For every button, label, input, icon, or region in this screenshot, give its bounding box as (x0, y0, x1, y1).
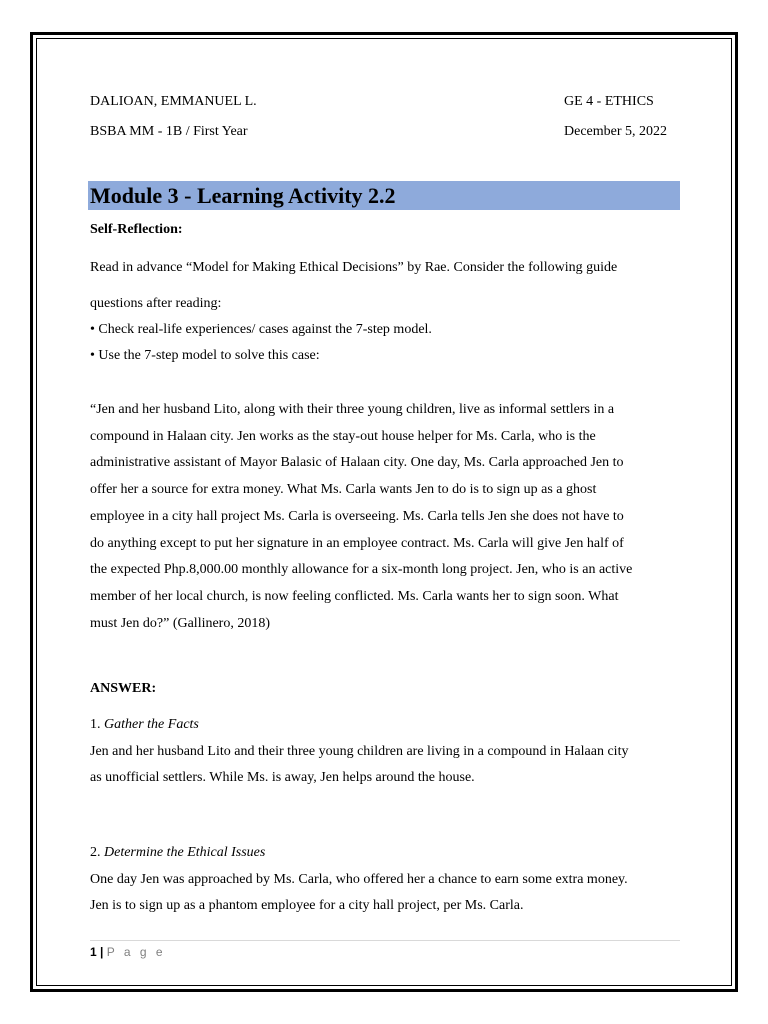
intro-line: Read in advance “Model for Making Ethical Decisions” by Rae. Consider the following guide (90, 260, 618, 275)
case-line: offer her a source for extra money. What Ms. Carla wants Jen to do is to sign up as a ghost (90, 482, 597, 498)
student-name: DALIOAN, EMMANUEL L. (90, 94, 257, 109)
intro-line: questions after reading: (90, 296, 222, 311)
answer-line: Jen is to sign up as a phantom employee for a city hall project, per Ms. Carla. (90, 898, 524, 914)
submission-date: December 5, 2022 (564, 124, 668, 139)
answer-item (90, 840, 680, 920)
program-year: BSBA MM - 1B / First Year (90, 124, 248, 139)
answer-number: 2. (90, 845, 101, 860)
answer-number: 1. (90, 717, 101, 732)
answer-label: ANSWER: (90, 681, 157, 696)
page-title: Module 3 - Learning Activity 2.2 (90, 183, 396, 208)
answer-heading (90, 712, 680, 739)
case-line: employee in a city hall project Ms. Carla is overseeing. Ms. Carla tells Jen she does not have to (90, 508, 624, 524)
case-line: must Jen do?” (Gallinero, 2018) (90, 615, 271, 631)
answer-line: as unofficial settlers. While Ms. is away, Jen helps around the house. (90, 770, 475, 786)
answer-heading (90, 840, 680, 867)
page-number: 1 (90, 945, 97, 959)
case-line: do anything except to put her signature in an employee contract. Ms. Carla will give Jen half of (90, 535, 624, 551)
answer-line: Jen and her husband Lito and their three young children are living in a compound in Halaan city (90, 743, 629, 759)
page-label: P a g e (106, 945, 166, 959)
page-footer (90, 945, 166, 959)
answer-heading-text: Gather the Facts (104, 717, 199, 732)
answer-item (90, 712, 680, 792)
answer-line: One day Jen was approached by Ms. Carla, who offered her a chance to earn some extra money. (90, 871, 628, 887)
bullet-item: • Use the 7-step model to solve this case: (90, 348, 320, 363)
section-label: Self-Reflection: (90, 222, 183, 237)
case-line: the expected Php.8,000.00 monthly allowance for a six-month long project. Jen, who is an active (90, 562, 633, 578)
case-line: compound in Halaan city. Jen works as the stay-out house helper for Ms. Carla, who is the (90, 428, 596, 444)
case-line: “Jen and her husband Lito, along with their three young children, live as informal settlers in a (90, 402, 615, 417)
case-text (90, 397, 680, 637)
answer-heading-text: Determine the Ethical Issues (104, 845, 266, 860)
course-code: GE 4 - ETHICS (564, 94, 654, 109)
bullet-item: • Check real-life experiences/ cases against the 7-step model. (90, 322, 432, 337)
case-line: member of her local church, is now feeling conflicted. Ms. Carla wants her to sign soon. What (90, 588, 619, 604)
footer-separator: | (100, 945, 104, 959)
case-line: administrative assistant of Mayor Balasic of Halaan city. One day, Ms. Carla approached Jen to (90, 455, 624, 471)
footer-divider (90, 940, 680, 941)
